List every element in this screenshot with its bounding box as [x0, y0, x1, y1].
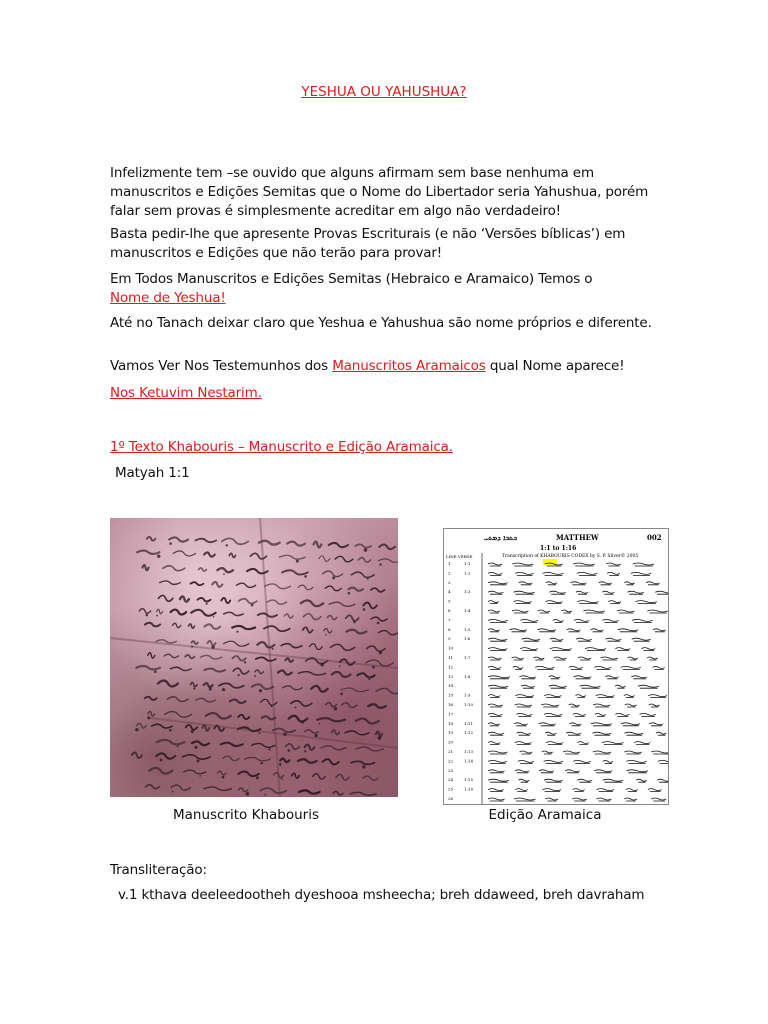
edition-script-word — [488, 657, 502, 660]
edition-script-word — [515, 704, 532, 707]
edition-line-number: 6 — [448, 608, 451, 613]
edition-script-word — [514, 723, 527, 726]
edition-script-word — [634, 742, 650, 745]
edition-script-word — [626, 789, 638, 792]
edition-script-word — [647, 610, 668, 613]
edition-line-number: 22 — [448, 758, 454, 764]
edition-script-word — [538, 610, 550, 613]
edition-range: 1:1 to 1:16 — [540, 545, 577, 552]
edition-script-word — [594, 770, 612, 773]
edition-script-word — [545, 732, 556, 735]
edition-script-word — [513, 591, 534, 594]
edition-script-word — [519, 582, 533, 585]
semitic-editions-text: Em Todos Manuscritos e Edições Semitas (Hebraico e Aramaico) Temos o — [110, 271, 593, 287]
edition-script-word — [520, 648, 537, 651]
edition-script-word — [515, 572, 533, 575]
edition-script-title: ܟܬܒܐ ܕܡܬܝ — [484, 533, 517, 542]
edition-script-word — [585, 648, 606, 651]
edition-verse-ref: 1:7 — [464, 655, 471, 660]
edition-script-word — [576, 695, 586, 698]
edition-script-word — [653, 629, 666, 632]
nome-de-yeshua-link[interactable]: Nome de Yeshua! — [110, 290, 226, 306]
edition-script-word — [513, 666, 523, 669]
edition-script-word — [651, 751, 669, 754]
edition-script-word — [573, 563, 595, 566]
edition-script-word — [625, 704, 637, 707]
edition-script-word — [543, 572, 564, 575]
edition-script-word — [541, 704, 559, 707]
edition-script-word — [600, 657, 617, 660]
edition-script-word — [583, 610, 605, 613]
verse-reference: Matyah 1:1 — [115, 465, 190, 481]
edition-script-word — [572, 798, 587, 801]
manuscript-script-marks — [110, 518, 398, 797]
edition-script-word — [648, 695, 667, 698]
edition-script-word — [519, 676, 536, 679]
edition-script-word — [488, 610, 500, 613]
edition-script-word — [488, 582, 508, 585]
edition-script-word — [626, 760, 646, 763]
edition-script-word — [602, 591, 614, 594]
manuscript-caption: Manuscrito Khabouris — [172, 807, 320, 823]
edition-script-word — [521, 685, 535, 688]
edition-verse-ref: 1:11 — [464, 720, 473, 726]
edition-script-word — [488, 619, 508, 622]
edition-script-word — [539, 770, 554, 773]
edition-script-word — [628, 657, 638, 660]
edition-verse-ref: 1:15 — [464, 777, 473, 783]
edition-script-word — [544, 779, 563, 782]
edition-script-word — [488, 742, 501, 745]
edition-script-word — [577, 572, 597, 575]
edition-script-word — [593, 704, 610, 707]
edition-line-number: 25 — [448, 786, 454, 792]
edition-script-word — [605, 638, 621, 641]
edition-page-number: 002 — [647, 533, 662, 542]
edition-script-word — [656, 732, 666, 735]
edition-line-number: 26 — [448, 796, 454, 801]
edition-script-word — [510, 629, 527, 632]
edition-script-word — [648, 789, 662, 792]
edition-script-word — [599, 582, 612, 585]
edition-script-word — [544, 695, 561, 698]
testimonies-text-after: qual Nome aparece! — [489, 358, 625, 374]
edition-script-word — [606, 563, 621, 566]
edition-verse-ref: 1:3 — [464, 589, 471, 595]
edition-script-word — [594, 666, 611, 669]
edition-script-word — [549, 685, 567, 688]
edition-script-word — [488, 629, 500, 632]
edition-script-word — [550, 648, 572, 651]
edition-verse-ref: 1:14 — [464, 758, 473, 764]
aramaic-edition-image — [443, 528, 669, 805]
edition-script-word — [488, 770, 505, 773]
edition-script-word — [607, 572, 620, 575]
edition-verse-ref: 1:16 — [464, 786, 473, 792]
edition-script-word — [573, 789, 585, 792]
edition-verse-ref: 1:6 — [464, 636, 471, 642]
edition-script-word — [573, 760, 591, 763]
edition-line-number: 14 — [448, 683, 454, 689]
edition-script-word — [566, 732, 581, 735]
edition-script-word — [624, 732, 643, 735]
edition-script-word — [488, 723, 500, 726]
edition-script-word — [512, 563, 533, 566]
edition-line-number: 18 — [448, 720, 454, 726]
edition-script-word — [518, 760, 534, 763]
edition-caption: Edição Aramaica — [488, 807, 602, 823]
edition-script-word — [627, 591, 644, 594]
manuscritos-aramaicos-link[interactable]: Manuscritos Aramaicos — [332, 358, 486, 374]
edition-script-word — [488, 732, 504, 735]
edition-script-word — [632, 619, 653, 622]
edition-script-word — [488, 779, 509, 782]
tanach-paragraph: Até no Tanach deixar claro que Yeshua e Yahushua são nome próprios e diferente. — [110, 315, 652, 331]
edition-script-word — [596, 695, 615, 698]
edition-script-word — [577, 601, 598, 604]
edition-page-scan — [444, 529, 669, 805]
edition-script-word — [515, 742, 532, 745]
edition-script-word — [488, 591, 503, 594]
edition-verse-ref: 1:10 — [464, 702, 473, 707]
edition-script-word — [605, 676, 618, 679]
edition-line-number: 24 — [448, 777, 454, 783]
edition-script-word — [580, 685, 601, 688]
edition-line-number: 11 — [448, 655, 454, 660]
edition-script-word — [595, 713, 606, 716]
edition-line-number: 12 — [448, 664, 454, 670]
edition-script-word — [655, 591, 669, 594]
edition-script-word — [543, 789, 561, 792]
edition-script-word — [641, 648, 655, 651]
edition-script-word — [517, 732, 531, 735]
intro-paragraph: Infelizmente tem –se ouvido que alguns afirmam sem base nenhuma em manuscritos e Edições Semitas que o Nome do Libertador seria Yahushua, porém falar sem provas é simplesmente acreditar em algo não verdadeiro! — [110, 165, 649, 219]
edition-script-word — [519, 779, 530, 782]
edition-verse-ref: 1:2 — [464, 570, 471, 576]
edition-script-word — [577, 742, 588, 745]
edition-column-labels: LINE VERSE — [446, 554, 473, 559]
edition-script-word — [488, 760, 507, 763]
edition-script-word — [514, 798, 536, 801]
edition-script-word — [515, 770, 530, 773]
edition-line-number: 17 — [448, 711, 454, 717]
edition-script-word — [653, 666, 665, 669]
edition-script-word — [488, 695, 500, 698]
edition-script-word — [513, 601, 531, 604]
edition-header: MATTHEW — [556, 533, 599, 542]
edition-script-word — [621, 666, 641, 669]
edition-script-word — [638, 685, 659, 688]
edition-line-number: 16 — [448, 702, 454, 707]
edition-script-word — [647, 657, 657, 660]
edition-verse-ref: 1:12 — [464, 730, 473, 736]
edition-script-word — [621, 723, 640, 726]
edition-script-word — [553, 619, 564, 622]
edition-verse-ref: 1:13 — [464, 749, 473, 754]
edition-line-number: 8 — [448, 626, 451, 632]
edition-script-word — [516, 713, 532, 716]
edition-script-word — [567, 629, 581, 632]
edition-line-number: 23 — [448, 767, 454, 773]
edition-line-number: 21 — [448, 749, 454, 754]
edition-script-word — [488, 789, 504, 792]
edition-script-word — [545, 601, 562, 604]
edition-script-word — [574, 619, 589, 622]
edition-script-word — [561, 610, 571, 613]
edition-line-number: 19 — [448, 730, 454, 736]
edition-script-word — [631, 572, 651, 575]
edition-script-word — [544, 760, 563, 763]
edition-script-word — [603, 779, 624, 782]
edition-script-word — [576, 638, 592, 641]
edition-script-word — [578, 657, 591, 660]
khabouris-manuscript-image — [110, 518, 398, 797]
semitic-editions-paragraph — [110, 270, 655, 308]
edition-script-word — [640, 713, 656, 716]
page-title: YESHUA OU YAHUSHUA? — [301, 84, 467, 100]
transliteration-label: Transliteração: — [110, 862, 207, 878]
edition-script-word — [626, 770, 648, 773]
edition-script-word — [549, 591, 566, 594]
edition-script-word — [515, 789, 528, 792]
edition-script-word — [488, 751, 508, 754]
edition-script-word — [577, 779, 592, 782]
transliteration-text: v.1 kthava deeleedootheh dyeshooa msheecha; breh ddaweed, breh davraham — [118, 887, 645, 903]
edition-script-word — [565, 770, 580, 773]
edition-script-word — [631, 676, 647, 679]
edition-verse-ref: 1:4 — [464, 608, 471, 613]
edition-script-word — [488, 798, 505, 801]
testimonies-paragraph — [110, 357, 655, 376]
edition-script-word — [646, 582, 660, 585]
edition-script-word — [563, 751, 580, 754]
edition-script-word — [488, 563, 502, 566]
edition-script-word — [576, 591, 588, 594]
edition-script-word — [488, 601, 499, 604]
edition-line-number: 9 — [448, 636, 451, 642]
edition-script-word — [512, 610, 529, 613]
edition-verse-ref: 1:8 — [464, 673, 471, 679]
edition-script-word — [624, 582, 634, 585]
edition-line-number: 3 — [448, 579, 451, 585]
edition-script-word — [488, 713, 502, 716]
edition-script-word — [608, 601, 621, 604]
edition-line-number: 1 — [448, 561, 451, 566]
edition-script-word — [488, 685, 508, 688]
ketuvim-nestarim-link[interactable]: Nos Ketuvim Nestarim. — [110, 385, 262, 401]
edition-script-word — [522, 638, 540, 641]
edition-line-number: 10 — [448, 645, 454, 651]
edition-line-number: 15 — [448, 692, 454, 698]
edition-script-word — [591, 629, 604, 632]
edition-script-word — [624, 798, 636, 801]
edition-script-word — [592, 732, 611, 735]
edition-script-word — [651, 798, 666, 801]
edition-script-word — [512, 657, 524, 660]
edition-script-word — [535, 666, 554, 669]
edition-script-word — [488, 704, 503, 707]
edition-script-word — [602, 619, 618, 622]
edition-subtitle: Transcription of KHABOURIS CODEX by S. P. Silver© 2005 — [502, 554, 639, 559]
challenge-paragraph: Basta pedir-lhe que apresente Provas Escriturais (e não ‘Versões bíblicas’) em manuscritos e Edições que não terão para provar! — [110, 226, 626, 261]
edition-script-word — [550, 638, 563, 641]
edition-script-word — [593, 751, 611, 754]
edition-script-word — [488, 572, 502, 575]
edition-script-word — [515, 695, 534, 698]
edition-script-word — [570, 723, 582, 726]
edition-line-number: 2 — [448, 570, 451, 576]
edition-script-word — [533, 657, 544, 660]
edition-script-word — [569, 666, 583, 669]
edition-verse-ref: 1:9 — [464, 692, 471, 698]
edition-script-word — [546, 742, 563, 745]
edition-script-word — [488, 676, 510, 679]
edition-line-number: 20 — [448, 739, 454, 745]
edition-script-word — [554, 657, 567, 660]
edition-script-word — [649, 704, 660, 707]
edition-script-word — [602, 742, 623, 745]
edition-script-word — [615, 685, 625, 688]
edition-script-word — [618, 629, 639, 632]
edition-script-word — [658, 760, 669, 763]
edition-script-word — [632, 638, 651, 641]
edition-script-word — [597, 789, 614, 792]
edition-script-word — [624, 751, 641, 754]
edition-script-word — [636, 779, 646, 782]
section-heading-khabouris[interactable]: 1º Texto Khabouris – Manuscrito e Edição Aramaica. — [110, 439, 453, 455]
edition-script-word — [546, 582, 557, 585]
edition-verse-ref: 1:5 — [464, 626, 471, 632]
edition-script-word — [574, 676, 592, 679]
edition-script-word — [549, 676, 561, 679]
edition-script-word — [603, 760, 613, 763]
edition-script-word — [573, 713, 586, 716]
edition-verse-ref: 1:1 — [464, 561, 471, 566]
testimonies-text-before: Vamos Ver Nos Testemunhos dos — [110, 358, 329, 374]
edition-script-word — [570, 582, 586, 585]
edition-script-word — [488, 666, 501, 669]
edition-line-number: 5 — [448, 598, 451, 604]
edition-script-word — [488, 638, 507, 641]
edition-script-word — [615, 713, 629, 716]
edition-script-word — [520, 751, 533, 754]
edition-script-word — [537, 629, 556, 632]
edition-script-word — [617, 610, 635, 613]
edition-script-word — [542, 751, 553, 754]
edition-script-word — [615, 648, 630, 651]
edition-script-word — [569, 704, 580, 707]
edition-line-number: 4 — [448, 589, 451, 595]
edition-script-word — [636, 601, 657, 604]
edition-script-word — [591, 723, 612, 726]
edition-script-word — [596, 798, 611, 801]
edition-script-word — [544, 713, 562, 716]
edition-script-word — [649, 723, 663, 726]
edition-script-word — [488, 648, 507, 651]
edition-script-word — [657, 779, 669, 782]
edition-script-word — [624, 695, 635, 698]
edition-script-word — [520, 619, 538, 622]
edition-script-word — [545, 798, 557, 801]
edition-line-number: 7 — [448, 617, 451, 623]
edition-script-word — [633, 563, 654, 566]
edition-line-number: 13 — [448, 673, 454, 679]
edition-script-word — [539, 723, 556, 726]
